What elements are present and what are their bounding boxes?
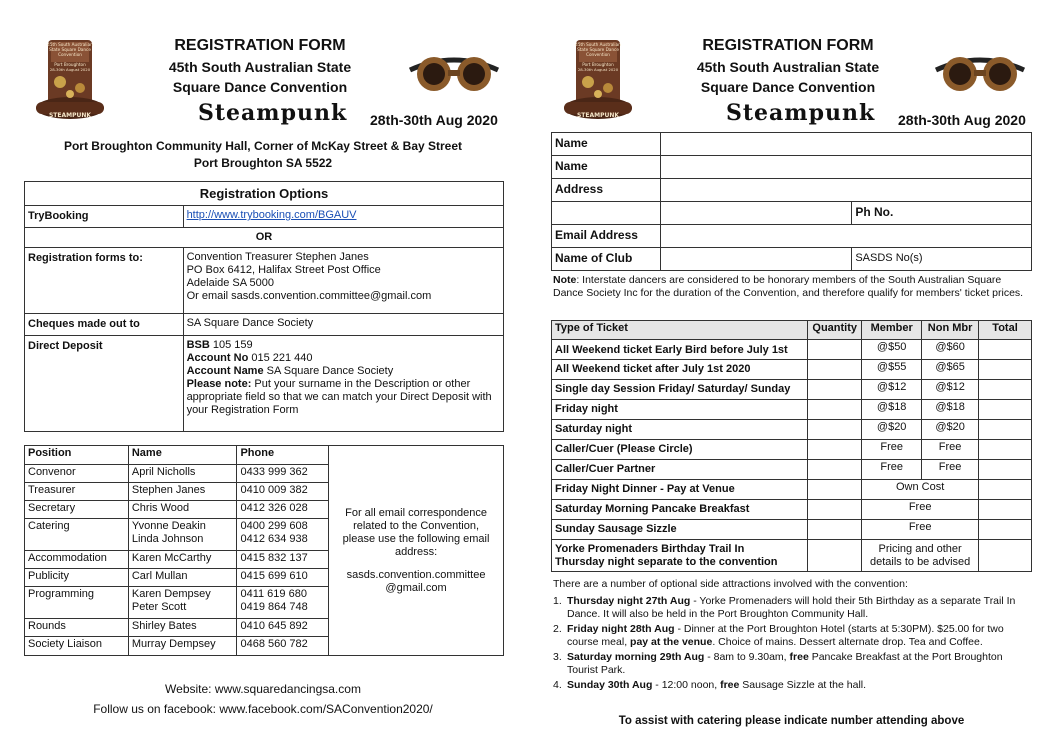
catering-note: To assist with catering please indicate number attending above (618, 715, 965, 727)
table-row (552, 540, 1032, 572)
attractions-intro: There are a number of optional side attractions involved with the convention: (553, 578, 908, 590)
event-line-1: 45th South Australian State (168, 59, 352, 75)
phone (237, 587, 329, 619)
registration-options-table (24, 181, 504, 432)
address-continued-field[interactable] (552, 202, 661, 225)
hat-text-5: 28-30th August 2020 (577, 67, 619, 72)
total-field[interactable] (979, 540, 1032, 572)
quantity-field[interactable] (808, 500, 862, 520)
event-line-2: Square Dance Convention (172, 79, 348, 95)
ticket-type (552, 540, 808, 572)
ticket-type: Saturday night (552, 420, 808, 440)
quantity-field[interactable] (808, 360, 862, 380)
member-price: @$20 (862, 420, 922, 440)
forms-line-2: PO Box 6412, Halifax Street Post Office (186, 264, 381, 276)
theme-title: Steampunk (726, 100, 876, 126)
cheques-value: SA Square Dance Society (183, 314, 503, 336)
account-no-value: 015 221 440 (248, 352, 313, 364)
phone-2: 0412 634 938 (240, 533, 308, 545)
name (128, 519, 237, 551)
quantity-field[interactable] (808, 340, 862, 360)
ticket-type: Caller/Cuer (Please Circle) (552, 440, 808, 460)
event-dates: 28th-30th Aug 2020 (898, 112, 1026, 128)
quantity-field[interactable] (808, 440, 862, 460)
club-label: Name of Club (552, 248, 661, 271)
email-correspondence-cell (329, 446, 504, 656)
position: Accommodation (25, 551, 129, 569)
header-total: Total (979, 321, 1032, 340)
item-text: - 12:00 noon, (652, 679, 721, 691)
quantity-field[interactable] (808, 480, 862, 500)
name: Karen McCarthy (128, 551, 237, 569)
header-ticket-type: Type of Ticket (552, 321, 808, 340)
phone: 0412 326 028 (237, 501, 329, 519)
price: Own Cost (862, 480, 979, 500)
total-field[interactable] (979, 340, 1032, 360)
attractions-list (553, 595, 1031, 695)
total-field[interactable] (979, 460, 1032, 480)
phone (237, 519, 329, 551)
ticket-type: Sunday Sausage Sizzle (552, 520, 808, 540)
quantity-field[interactable] (808, 400, 862, 420)
position: Programming (25, 587, 129, 619)
phone-label[interactable]: Ph No. (852, 202, 1032, 225)
ticket-type: Friday night (552, 400, 808, 420)
name: April Nicholls (128, 465, 237, 483)
hat-band-text: STEAMPUNK (576, 112, 620, 119)
hat-band-text: STEAMPUNK (48, 112, 92, 119)
ticket-type: All Weekend ticket after July 1st 2020 (552, 360, 808, 380)
deposit-label: Direct Deposit (25, 336, 184, 432)
phone: 0468 560 782 (237, 637, 329, 656)
item-date: Saturday morning 29th Aug (567, 651, 705, 663)
total-field[interactable] (979, 360, 1032, 380)
table-row (552, 340, 1032, 360)
item-text: - Yorke Promenaders will hold their 5th Birthday as a separate Trail In Dance. It will also be held in the Port Broughton Community Hall. (567, 595, 1016, 620)
price (862, 540, 979, 572)
position: Catering (25, 519, 129, 551)
contacts-table (24, 445, 504, 656)
ticket-type: Single day Session Friday/ Saturday/ Sunday (552, 380, 808, 400)
cheques-label: Cheques made out to (25, 314, 184, 336)
name-1: Karen Dempsey (131, 588, 211, 600)
position: Treasurer (25, 483, 129, 501)
forms-line-1: Convention Treasurer Stephen Janes (186, 251, 369, 263)
item-text-2: . Choice of mains. Dessert alternate drop. Tea and Coffee. (712, 635, 983, 648)
name: Carl Mullan (128, 569, 237, 587)
header-non-member: Non Mbr (922, 321, 979, 340)
venue-line-2: Port Broughton SA 5522 (193, 156, 333, 170)
position: Convenor (25, 465, 129, 483)
phone-2: 0419 864 748 (240, 601, 308, 613)
forms-line-3: Adelaide SA 5000 (186, 277, 275, 289)
phone-1: 0400 299 608 (240, 520, 308, 532)
item-number: 2. (553, 623, 562, 635)
forms-label: Registration forms to: (25, 248, 184, 314)
list-item (553, 679, 1031, 692)
total-field[interactable] (979, 420, 1032, 440)
header-member: Member (862, 321, 922, 340)
right-page (526, 0, 1052, 743)
ticket-type: Caller/Cuer Partner (552, 460, 808, 480)
theme-title: Steampunk (198, 100, 348, 126)
hat-text-3: Convention (586, 52, 610, 57)
ticket-type: Friday Night Dinner - Pay at Venue (552, 480, 808, 500)
table-row (552, 500, 1032, 520)
hat-text-4: Port Broughton (582, 62, 614, 67)
header-phone: Phone (237, 446, 329, 465)
member-price: @$50 (862, 340, 922, 360)
item-text-2: Pancake Breakfast at the Port Broughton Tourist Park. (567, 651, 1003, 676)
website-label: Website: (165, 682, 212, 696)
email-line-2: @gmail.com (385, 581, 447, 594)
hat-text-3: Convention (58, 52, 82, 57)
hat-text-2: State Square Dance (577, 47, 619, 52)
non-member-price: @$12 (922, 380, 979, 400)
account-name-value: SA Square Dance Society (263, 365, 394, 377)
position: Rounds (25, 619, 129, 637)
total-field[interactable] (979, 440, 1032, 460)
name-1-label: Name (552, 133, 661, 156)
note-text: : Interstate dancers are considered to be honorary members of the South Australian Square Dance Society Inc for the duration of the Convention, and therefore qualify for members' ticket prices. (553, 274, 1024, 299)
phone-1: 0411 619 680 (240, 588, 307, 600)
quantity-field[interactable] (808, 460, 862, 480)
account-no-label: Account No (186, 352, 249, 364)
name: Chris Wood (128, 501, 237, 519)
ticket-table (551, 320, 1032, 572)
top-hat-logo-icon (34, 36, 106, 126)
table-row (552, 380, 1032, 400)
name: Stephen Janes (128, 483, 237, 501)
email-label: Email Address (552, 225, 661, 248)
table-row (552, 480, 1032, 500)
name-2: Peter Scott (131, 601, 187, 613)
list-item (553, 651, 1031, 676)
non-member-price: @$60 (922, 340, 979, 360)
top-hat-logo-icon (562, 36, 634, 126)
item-text: - 8am to 9.30am, (704, 651, 790, 663)
sasds-field[interactable]: SASDS No(s) (852, 248, 1032, 271)
deposit-details (183, 336, 503, 432)
website-link[interactable]: www.squaredancingsa.com (214, 682, 361, 696)
price: Free (862, 500, 979, 520)
non-member-price: Free (922, 460, 979, 480)
trybooking-label: TryBooking (25, 206, 184, 228)
address-label: Address (552, 179, 661, 202)
email-line-1: sasds.convention.committee (346, 568, 486, 581)
non-member-price: @$20 (922, 420, 979, 440)
phone: 0415 832 137 (237, 551, 329, 569)
hat-text-2: State Square Dance (49, 47, 91, 52)
name: Murray Dempsey (128, 637, 237, 656)
goggles-icon (404, 40, 504, 100)
quantity-field[interactable] (808, 380, 862, 400)
table-row (552, 520, 1032, 540)
item-emphasis: free (720, 679, 740, 691)
note-label: Please note: (186, 378, 252, 390)
phone: 0410 009 382 (237, 483, 329, 501)
or-divider: OR (25, 228, 504, 248)
item-number: 4. (553, 679, 562, 691)
hat-text-1: 45th South Australian (575, 42, 621, 47)
list-item (553, 595, 1031, 620)
address-continued-field-2[interactable] (660, 202, 852, 225)
address-field[interactable] (660, 179, 1031, 202)
venue-line-1: Port Broughton Community Hall, Corner of McKay Street & Bay Street (63, 139, 463, 153)
name-2-field[interactable] (660, 156, 1031, 179)
hat-text-1: 45th South Australian (47, 42, 93, 47)
ticket-type: All Weekend ticket Early Bird before July 1st (552, 340, 808, 360)
table-row (552, 400, 1032, 420)
item-emphasis: free (789, 651, 809, 663)
non-member-price: @$18 (922, 400, 979, 420)
facebook-line (20, 702, 506, 716)
position: Secretary (25, 501, 129, 519)
account-name-label: Account Name (186, 365, 264, 377)
forms-line-4: Or email sasds.convention.committee@gmail.com (186, 290, 432, 302)
personal-details-table (551, 132, 1032, 271)
header-name: Name (128, 446, 237, 465)
yorke-line-1: Yorke Promenaders Birthday Trail In (555, 543, 745, 555)
event-line-1: 45th South Australian State (696, 59, 880, 75)
table-row (552, 360, 1032, 380)
non-member-price: @$65 (922, 360, 979, 380)
yorke-line-2: Thursday night separate to the convention (555, 556, 778, 568)
item-date: Sunday 30th Aug (567, 679, 653, 691)
ticket-type: Saturday Morning Pancake Breakfast (552, 500, 808, 520)
note-value: Put your surname in the Description or other appropriate field so that we can match your Direct Deposit with your Registration Form (186, 378, 492, 416)
bsb-value: 105 159 (209, 339, 253, 351)
options-heading: Registration Options (25, 182, 504, 206)
yorke-price-1: Pricing and other (878, 543, 962, 555)
item-emphasis: pay at the venue (630, 635, 713, 648)
total-field[interactable] (979, 380, 1032, 400)
non-member-price: Free (922, 440, 979, 460)
quantity-field[interactable] (808, 520, 862, 540)
total-field[interactable] (979, 480, 1032, 500)
trybooking-link[interactable]: http://www.trybooking.com/BGAUV (186, 209, 357, 221)
yorke-price-2: details to be advised (869, 556, 971, 568)
phone: 0415 699 610 (237, 569, 329, 587)
note-label: Note (553, 274, 577, 286)
facebook-link[interactable]: www.facebook.com/SAConvention2020/ (219, 702, 433, 716)
email-field[interactable] (660, 225, 1031, 248)
phone: 0433 999 362 (237, 465, 329, 483)
interstate-note (553, 274, 1031, 300)
table-row (552, 420, 1032, 440)
forms-address (183, 248, 503, 314)
position: Publicity (25, 569, 129, 587)
header-quantity: Quantity (808, 321, 862, 340)
email-note: For all email correspondence related to the Convention, please use the following email address: (342, 506, 490, 558)
price: Free (862, 520, 979, 540)
item-text-2: Sausage Sizzle at the hall. (739, 679, 867, 691)
item-date: Friday night 28th Aug (567, 623, 675, 635)
name-2: Linda Johnson (131, 533, 204, 545)
form-title: REGISTRATION FORM (174, 37, 346, 54)
item-number: 1. (553, 595, 562, 607)
event-line-2: Square Dance Convention (700, 79, 876, 95)
header-position: Position (25, 446, 129, 465)
item-text: - Dinner at the Port Broughton Hotel (starts at 5:30PM). $25.00 for two course meal, (567, 623, 1004, 648)
list-item (553, 623, 1031, 648)
hat-text-5: 28-30th August 2020 (49, 67, 91, 72)
name (128, 587, 237, 619)
member-price: Free (862, 460, 922, 480)
table-row (552, 460, 1032, 480)
goggles-icon (930, 40, 1030, 100)
name-2-label: Name (552, 156, 661, 179)
item-date: Thursday night 27th Aug (567, 595, 691, 607)
form-title: REGISTRATION FORM (702, 37, 874, 54)
facebook-label: Follow us on facebook: (93, 702, 216, 716)
total-field[interactable] (979, 500, 1032, 520)
member-price: @$18 (862, 400, 922, 420)
name-1-field[interactable] (660, 133, 1031, 156)
member-price: @$55 (862, 360, 922, 380)
club-field[interactable] (660, 248, 852, 271)
hat-text-4: Port Broughton (54, 62, 86, 67)
quantity-field[interactable] (808, 540, 862, 572)
name: Shirley Bates (128, 619, 237, 637)
quantity-field[interactable] (808, 420, 862, 440)
total-field[interactable] (979, 520, 1032, 540)
name-1: Yvonne Deakin (131, 520, 206, 532)
total-field[interactable] (979, 400, 1032, 420)
position: Society Liaison (25, 637, 129, 656)
member-price: @$12 (862, 380, 922, 400)
item-number: 3. (553, 651, 562, 663)
bsb-label: BSB (186, 339, 210, 351)
website-line (20, 682, 506, 696)
table-row (552, 440, 1032, 460)
phone: 0410 645 892 (237, 619, 329, 637)
member-price: Free (862, 440, 922, 460)
event-dates: 28th-30th Aug 2020 (370, 112, 498, 128)
